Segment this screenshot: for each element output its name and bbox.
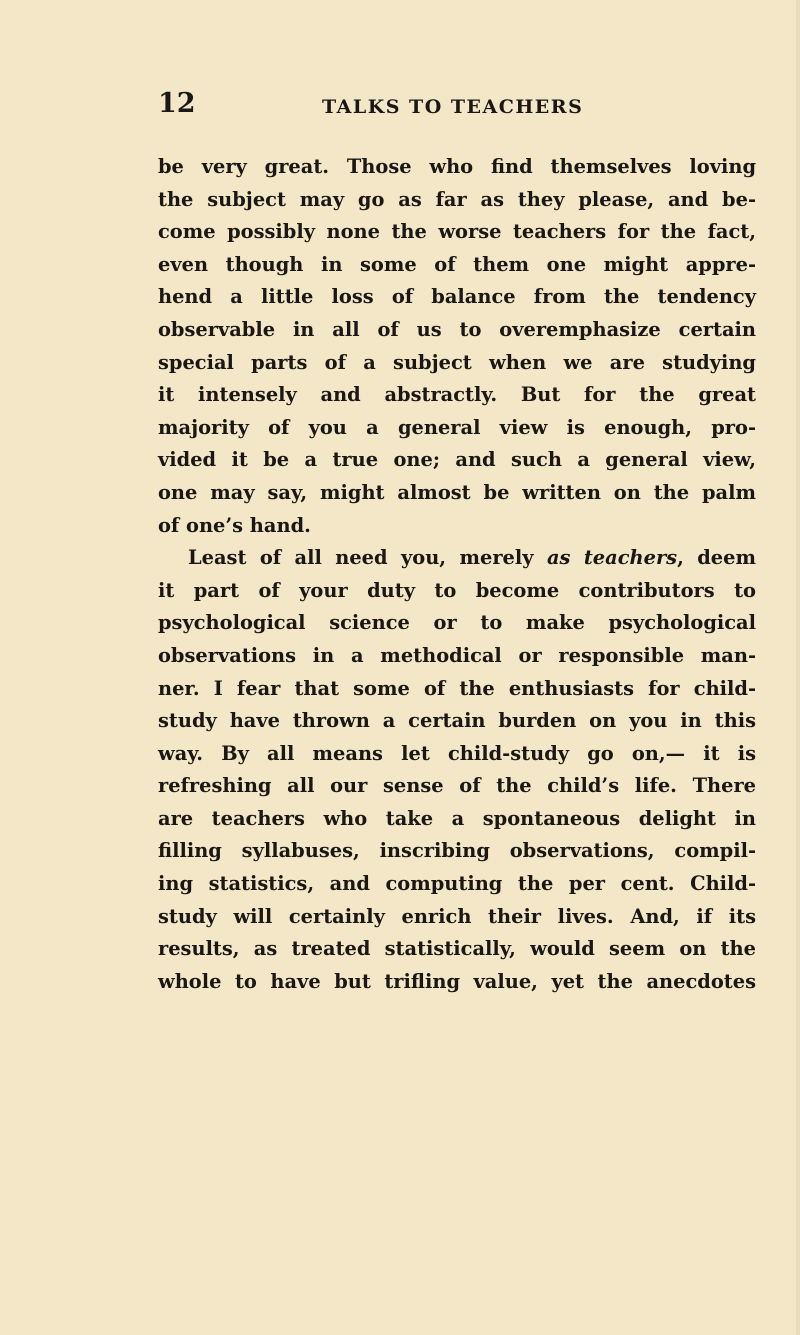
text-line: way. By all means let child-study go on,— it is [158, 741, 756, 765]
text-line: one may say, might almost be written on the palm [158, 480, 756, 504]
italic-phrase: as teachers [546, 546, 678, 570]
text-line: whole to have but trifling value, yet the anecdotes [158, 969, 756, 993]
text-line: come possibly none the worse teachers for the fact, [158, 220, 756, 244]
text-line: be very great. Those who find themselves loving [158, 155, 756, 178]
text-line: observable in all of us to overemphasize certain [158, 317, 756, 341]
text-line: study have thrown a certain burden on you in this [158, 709, 756, 733]
text-line: special parts of a subject when we are studying [158, 350, 756, 374]
paragraph-first-line [158, 542, 756, 575]
text-line: results, as treated statistically, would seem on the [158, 937, 756, 961]
text-line: ner. I fear that some of the enthusiasts for child- [158, 676, 756, 700]
page-number: 12 [158, 88, 196, 119]
text-line: are teachers who take a spontaneous delight in [158, 806, 756, 830]
text-span: Least of all need you, merely [188, 546, 547, 570]
text-line: hend a little loss of balance from the tendency [158, 285, 756, 309]
text-line: of one’s hand. [158, 513, 311, 537]
text-line: it intensely and abstractly. But for the great [158, 383, 756, 407]
body-text [158, 151, 756, 998]
running-head: TALKS TO TEACHERS [322, 96, 584, 118]
text-line: study will certainly enrich their lives. And, if its [158, 904, 756, 928]
text-line: it part of your duty to become contributors to [158, 578, 756, 602]
text-line: even though in some of them one might appre- [158, 252, 756, 276]
text-line: observations in a methodical or responsible man- [158, 643, 756, 667]
text-line: refreshing all our sense of the child’s life. There [158, 774, 756, 798]
text-line: majority of you a general view is enough, pro- [158, 415, 756, 439]
page-edge [796, 0, 800, 1335]
text-line: ing statistics, and computing the per cent. Child- [158, 872, 756, 896]
text-line: the subject may go as far as they please, and be- [158, 187, 756, 211]
text-line: psychological science or to make psychological [158, 611, 756, 635]
text-span: , deem [677, 546, 756, 570]
text-line: filling syllabuses, inscribing observations, compil- [158, 839, 756, 863]
text-line: vided it be a true one; and such a general view, [158, 448, 756, 472]
